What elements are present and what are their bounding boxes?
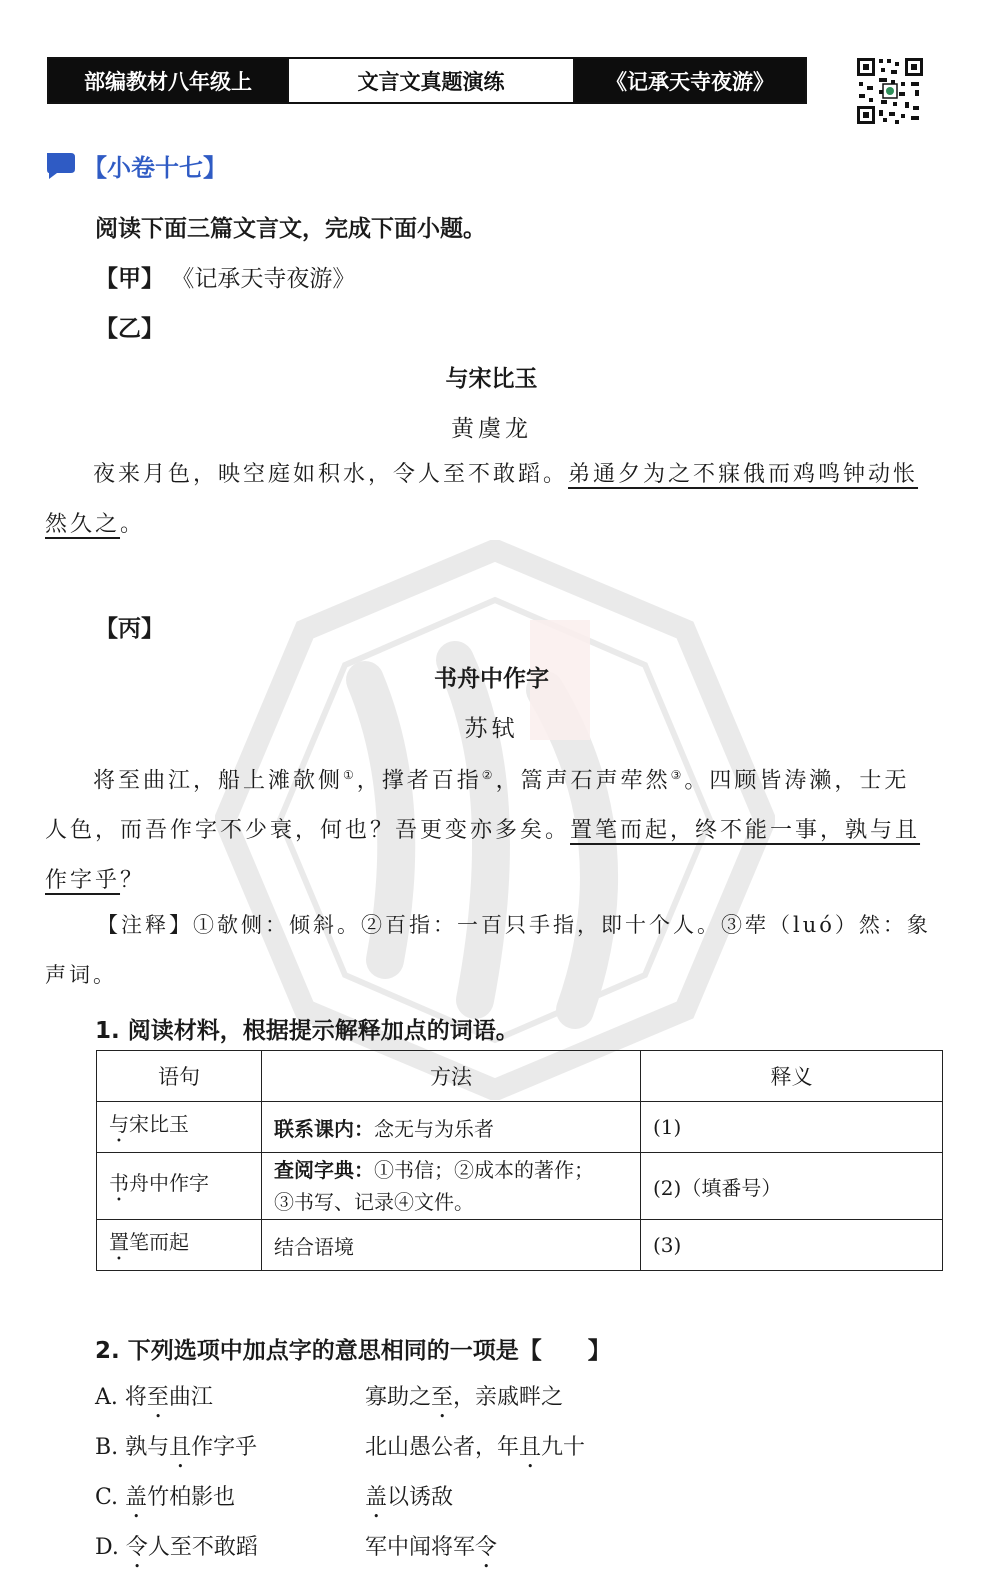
bing-text-1: 将至曲江，船上滩欹侧: [93, 768, 344, 794]
annotation-line-1: 【注释】①欹侧：倾斜。②百指：一百只手指，即十个人。③荦（luó）然：: [97, 913, 907, 937]
dotted-char: 且: [169, 1435, 192, 1460]
dotted-char: 与: [109, 1111, 129, 1136]
option-c[interactable]: [95, 1480, 454, 1523]
dotted-char: 令: [125, 1535, 148, 1560]
q1-prompt: 1. 阅读材料，根据提示解释加点的词语。: [95, 1018, 519, 1044]
table-row: [97, 1220, 943, 1271]
table-cell-phrase: [97, 1102, 262, 1153]
table-cell-answer[interactable]: (3): [641, 1220, 943, 1271]
bing-author: 苏轼: [464, 716, 519, 742]
dotted-char: 至: [146, 1385, 169, 1410]
option-text: A. 将: [95, 1385, 147, 1410]
section-heading: [45, 148, 227, 183]
bing-text-1d: 。四顾皆涛濑，士无: [684, 768, 910, 794]
table-cell-phrase: [97, 1220, 262, 1271]
header-subject: 文言文真题演练: [287, 59, 575, 102]
method-text: ①书信；②成本的著作；: [374, 1158, 594, 1182]
bing-text-2a: 人色，而吾作字不少衰，何也？吾更变亦多矣。: [45, 818, 571, 844]
q2-prompt: 2. 下列选项中加点字的意思相同的一项是【 】: [95, 1338, 611, 1364]
yi-author: 黄虞龙: [451, 416, 532, 442]
option-text: 曲江: [168, 1385, 213, 1410]
section-label: 【小卷十七】: [83, 154, 227, 182]
option-text: 寡助之: [365, 1385, 432, 1410]
table-header: 语句: [97, 1051, 262, 1102]
annotation: [45, 900, 933, 1000]
annotation-line-2: 象声词。: [45, 913, 931, 987]
table-cell-method: [262, 1153, 641, 1220]
yi-text-end: 。: [120, 512, 146, 537]
bing-text-1c: ，篙声石声荦然: [495, 768, 671, 794]
method-text-2: ③书写、记录④文件。: [274, 1190, 474, 1214]
option-text: ，亲戚畔之: [453, 1385, 564, 1410]
phrase-rest: 舟中作字: [129, 1170, 209, 1195]
header-title: 《记承天寺夜游》: [575, 59, 805, 102]
chat-bubble-icon: [45, 151, 77, 181]
method-label: 联系课内：: [274, 1116, 374, 1141]
option-text: 北山愚公者，年: [365, 1435, 520, 1460]
table-header: 释义: [641, 1051, 943, 1102]
option-text: C.: [95, 1485, 126, 1510]
option-text: 军中闻将军: [365, 1535, 476, 1560]
note-ref-3: ③: [670, 768, 685, 782]
dotted-char: 盖: [125, 1485, 148, 1510]
instruction: 阅读下面三篇文言文，完成下面小题。: [95, 216, 486, 242]
method-label: 查阅字典：: [274, 1158, 374, 1182]
note-ref-2: ②: [481, 768, 496, 782]
bing-text: [45, 750, 933, 906]
dotted-char: 书: [109, 1170, 129, 1195]
table-header: 方法: [262, 1051, 641, 1102]
option-text: B. 孰与: [95, 1435, 170, 1460]
bing-title: 书舟中作字: [434, 666, 549, 692]
table-cell-method: [262, 1102, 641, 1153]
yi-text-plain: 夜来月色，映空庭如积水，令人至不敢蹈。: [93, 462, 569, 487]
table-row: [97, 1153, 943, 1220]
qr-code: [855, 56, 925, 126]
bing-text-end: ？: [120, 868, 146, 894]
header-banner: [47, 57, 807, 104]
option-text: D.: [95, 1535, 126, 1560]
bing-text-1b: ，撑者百指: [356, 768, 482, 794]
yi-label: 【乙】: [95, 316, 164, 342]
bing-label: 【丙】: [95, 616, 164, 642]
dotted-char: 令: [475, 1535, 498, 1560]
table-row: [97, 1102, 943, 1153]
table-cell-answer[interactable]: (2)（填番号）: [641, 1153, 943, 1220]
option-text: 作字乎: [191, 1435, 258, 1460]
jia-heading: [95, 260, 355, 293]
phrase-rest: 宋比玉: [129, 1111, 189, 1136]
table-cell-answer[interactable]: (1): [641, 1102, 943, 1153]
dotted-char: 至: [431, 1385, 454, 1410]
dotted-char: 置: [109, 1229, 129, 1254]
note-ref-1: ①: [343, 768, 357, 782]
method-text: 念无与为乐者: [374, 1116, 494, 1141]
option-text: 九十: [541, 1435, 586, 1460]
phrase-rest: 笔而起: [129, 1229, 189, 1254]
option-text: 以诱敌: [387, 1485, 454, 1510]
jia-label: 【甲】: [95, 266, 164, 292]
header-grade: 部编教材八年级上: [49, 59, 287, 102]
yi-text-underlined-2: 然久之: [45, 512, 121, 537]
option-b[interactable]: [95, 1430, 586, 1473]
dotted-char: 且: [519, 1435, 542, 1460]
q1-table: [96, 1050, 943, 1271]
yi-text-underlined: 弟通夕为之不寐俄而鸡鸣钟动怅: [568, 462, 919, 487]
dotted-char: 盖: [365, 1485, 388, 1510]
option-text: 人至不敢蹈: [147, 1535, 258, 1560]
bing-text-underlined: 置笔而起，终不能一事，孰与且: [570, 818, 921, 844]
table-cell-phrase: [97, 1153, 262, 1220]
option-a[interactable]: [95, 1380, 564, 1423]
jia-title: 《记承天寺夜游》: [171, 266, 356, 292]
yi-text: [45, 450, 933, 550]
option-d[interactable]: [95, 1530, 498, 1573]
table-cell-method: 结合语境: [262, 1220, 641, 1271]
table-header-row: [97, 1051, 943, 1102]
yi-title: 与宋比玉: [445, 366, 538, 392]
option-text: 竹柏影也: [147, 1485, 236, 1510]
bing-text-underlined-2: 作字乎: [45, 868, 121, 894]
